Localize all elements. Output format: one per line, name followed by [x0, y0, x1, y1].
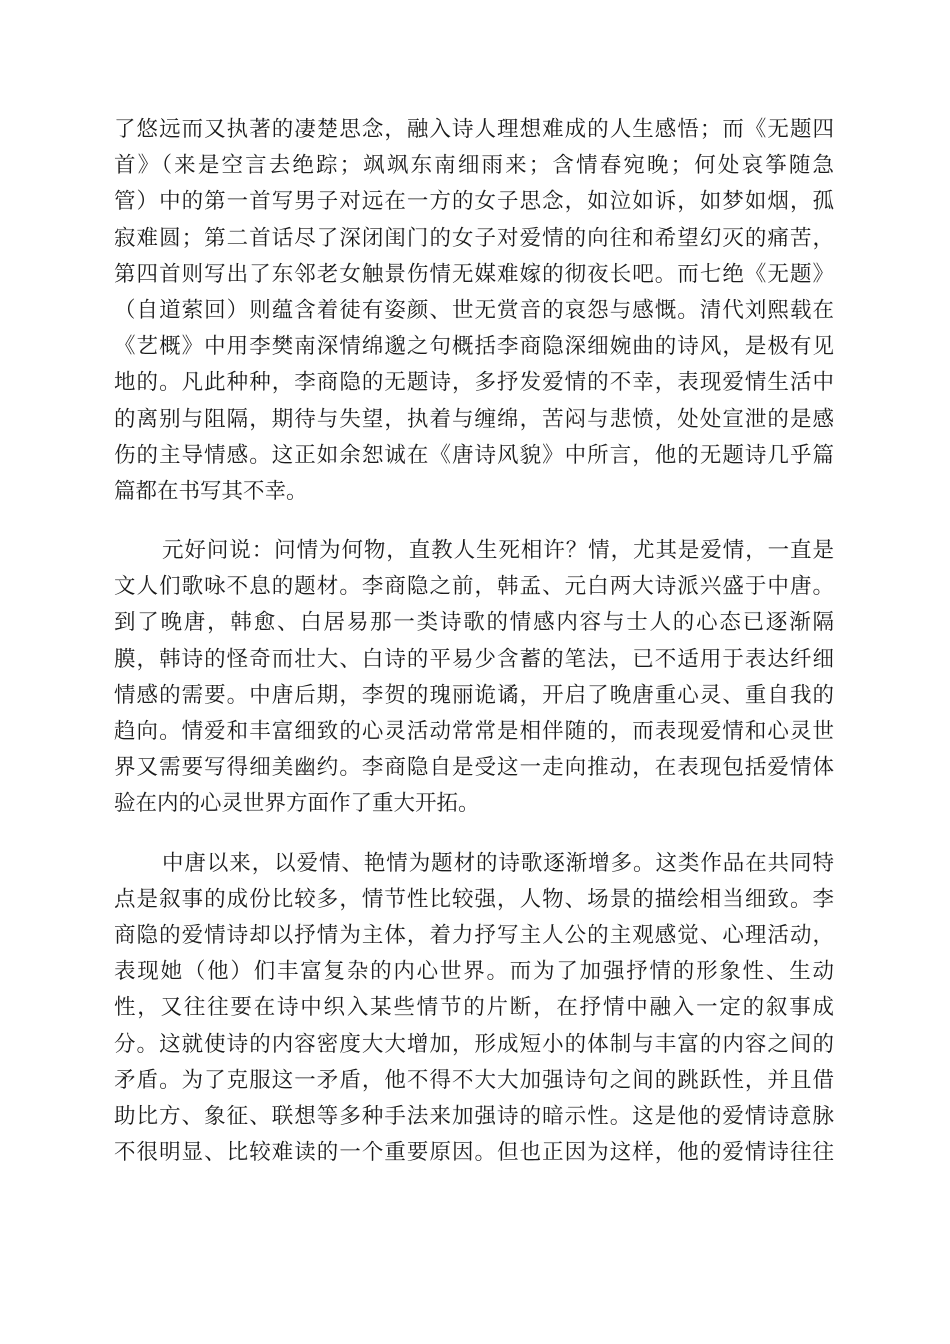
text-line: 地的。凡此种种，李商隐的无题诗，多抒发爱情的不幸，表现爱情生活中: [114, 370, 834, 396]
text-line: 矛盾。为了克服这一矛盾，他不得不大大加强诗句之间的跳跃性，并且借: [114, 1067, 834, 1093]
text-line: 第四首则写出了东邻老女触景伤情无媒难嫁的彻夜长吧。而七绝《无题》: [114, 261, 834, 287]
document-page: [114, 112, 834, 1171]
text-line: 的离别与阻隔，期待与失望，执着与缠绵，苦闷与悲愤，处处宣泄的是感: [114, 406, 834, 432]
text-line: 表现她（他）们丰富复杂的内心世界。而为了加强抒情的形象性、生动: [114, 959, 834, 985]
text-line: 分。这就使诗的内容密度大大增加，形成短小的体制与丰富的内容之间的: [114, 1031, 834, 1057]
text-line: 膜，韩诗的怪奇而壮大、白诗的平易少含蓄的笔法，已不适用于表达纤细: [114, 646, 834, 672]
text-line: 情感的需要。中唐后期，李贺的瑰丽诡谲，开启了晚唐重心灵、重自我的: [114, 682, 834, 708]
text-line: 性，又往往要在诗中织入某些情节的片断，在抒情中融入一定的叙事成: [114, 995, 834, 1021]
paragraph-3: [114, 846, 834, 1172]
text-line: 篇都在书写其不幸。: [114, 478, 308, 504]
text-line: 伤的主导情感。这正如余恕诚在《唐诗风貌》中所言，他的无题诗几乎篇: [114, 442, 834, 468]
text-line: 不很明显、比较难读的一个重要原因。但也正因为这样，他的爱情诗往往: [114, 1140, 834, 1166]
text-line: 到了晚唐，韩愈、白居易那一类诗歌的情感内容与士人的心态已逐渐隔: [114, 610, 834, 636]
text-line: 元好问说：问情为何物，直教人生死相许？情，尤其是爱情，一直是: [162, 538, 834, 564]
text-line: 寂难圆；第二首话尽了深闭闺门的女子对爱情的向往和希望幻灭的痛苦，: [114, 225, 834, 251]
paragraph-1: [114, 112, 834, 510]
text-line: 助比方、象征、联想等多种手法来加强诗的暗示性。这是他的爱情诗意脉: [114, 1103, 834, 1129]
paragraph-2: [114, 533, 834, 823]
text-line: 管）中的第一首写男子对远在一方的女子思念，如泣如诉，如梦如烟，孤: [114, 189, 834, 215]
text-line: 文人们歌咏不息的题材。李商隐之前，韩孟、元白两大诗派兴盛于中唐。: [114, 574, 834, 600]
text-line: 《艺概》中用李樊南深情绵邈之句概括李商隐深细婉曲的诗风，是极有见: [114, 334, 834, 360]
text-line: 点是叙事的成份比较多，情节性比较强，人物、场景的描绘相当细致。李: [114, 886, 834, 912]
text-line: 验在内的心灵世界方面作了重大开拓。: [114, 791, 480, 817]
text-line: 首》（来是空言去绝踪；飒飒东南细雨来；含情春宛晚；何处哀筝随急: [114, 153, 834, 179]
text-line: 界又需要写得细美幽约。李商隐自是受这一走向推动，在表现包括爱情体: [114, 755, 834, 781]
text-line: 趋向。情爱和丰富细致的心灵活动常常是相伴随的，而表现爱情和心灵世: [114, 719, 834, 744]
text-line: 商隐的爱情诗却以抒情为主体，着力抒写主人公的主观感觉、心理活动，: [114, 922, 834, 948]
text-line: （自道萦回）则蕴含着徒有姿颜、世无赏音的哀怨与感慨。清代刘熙载在: [114, 297, 834, 323]
text-line: 了悠远而又执著的凄楚思念，融入诗人理想难成的人生感悟；而《无题四: [114, 117, 834, 142]
text-line: 中唐以来，以爱情、艳情为题材的诗歌逐渐增多。这类作品在共同特: [162, 850, 834, 876]
